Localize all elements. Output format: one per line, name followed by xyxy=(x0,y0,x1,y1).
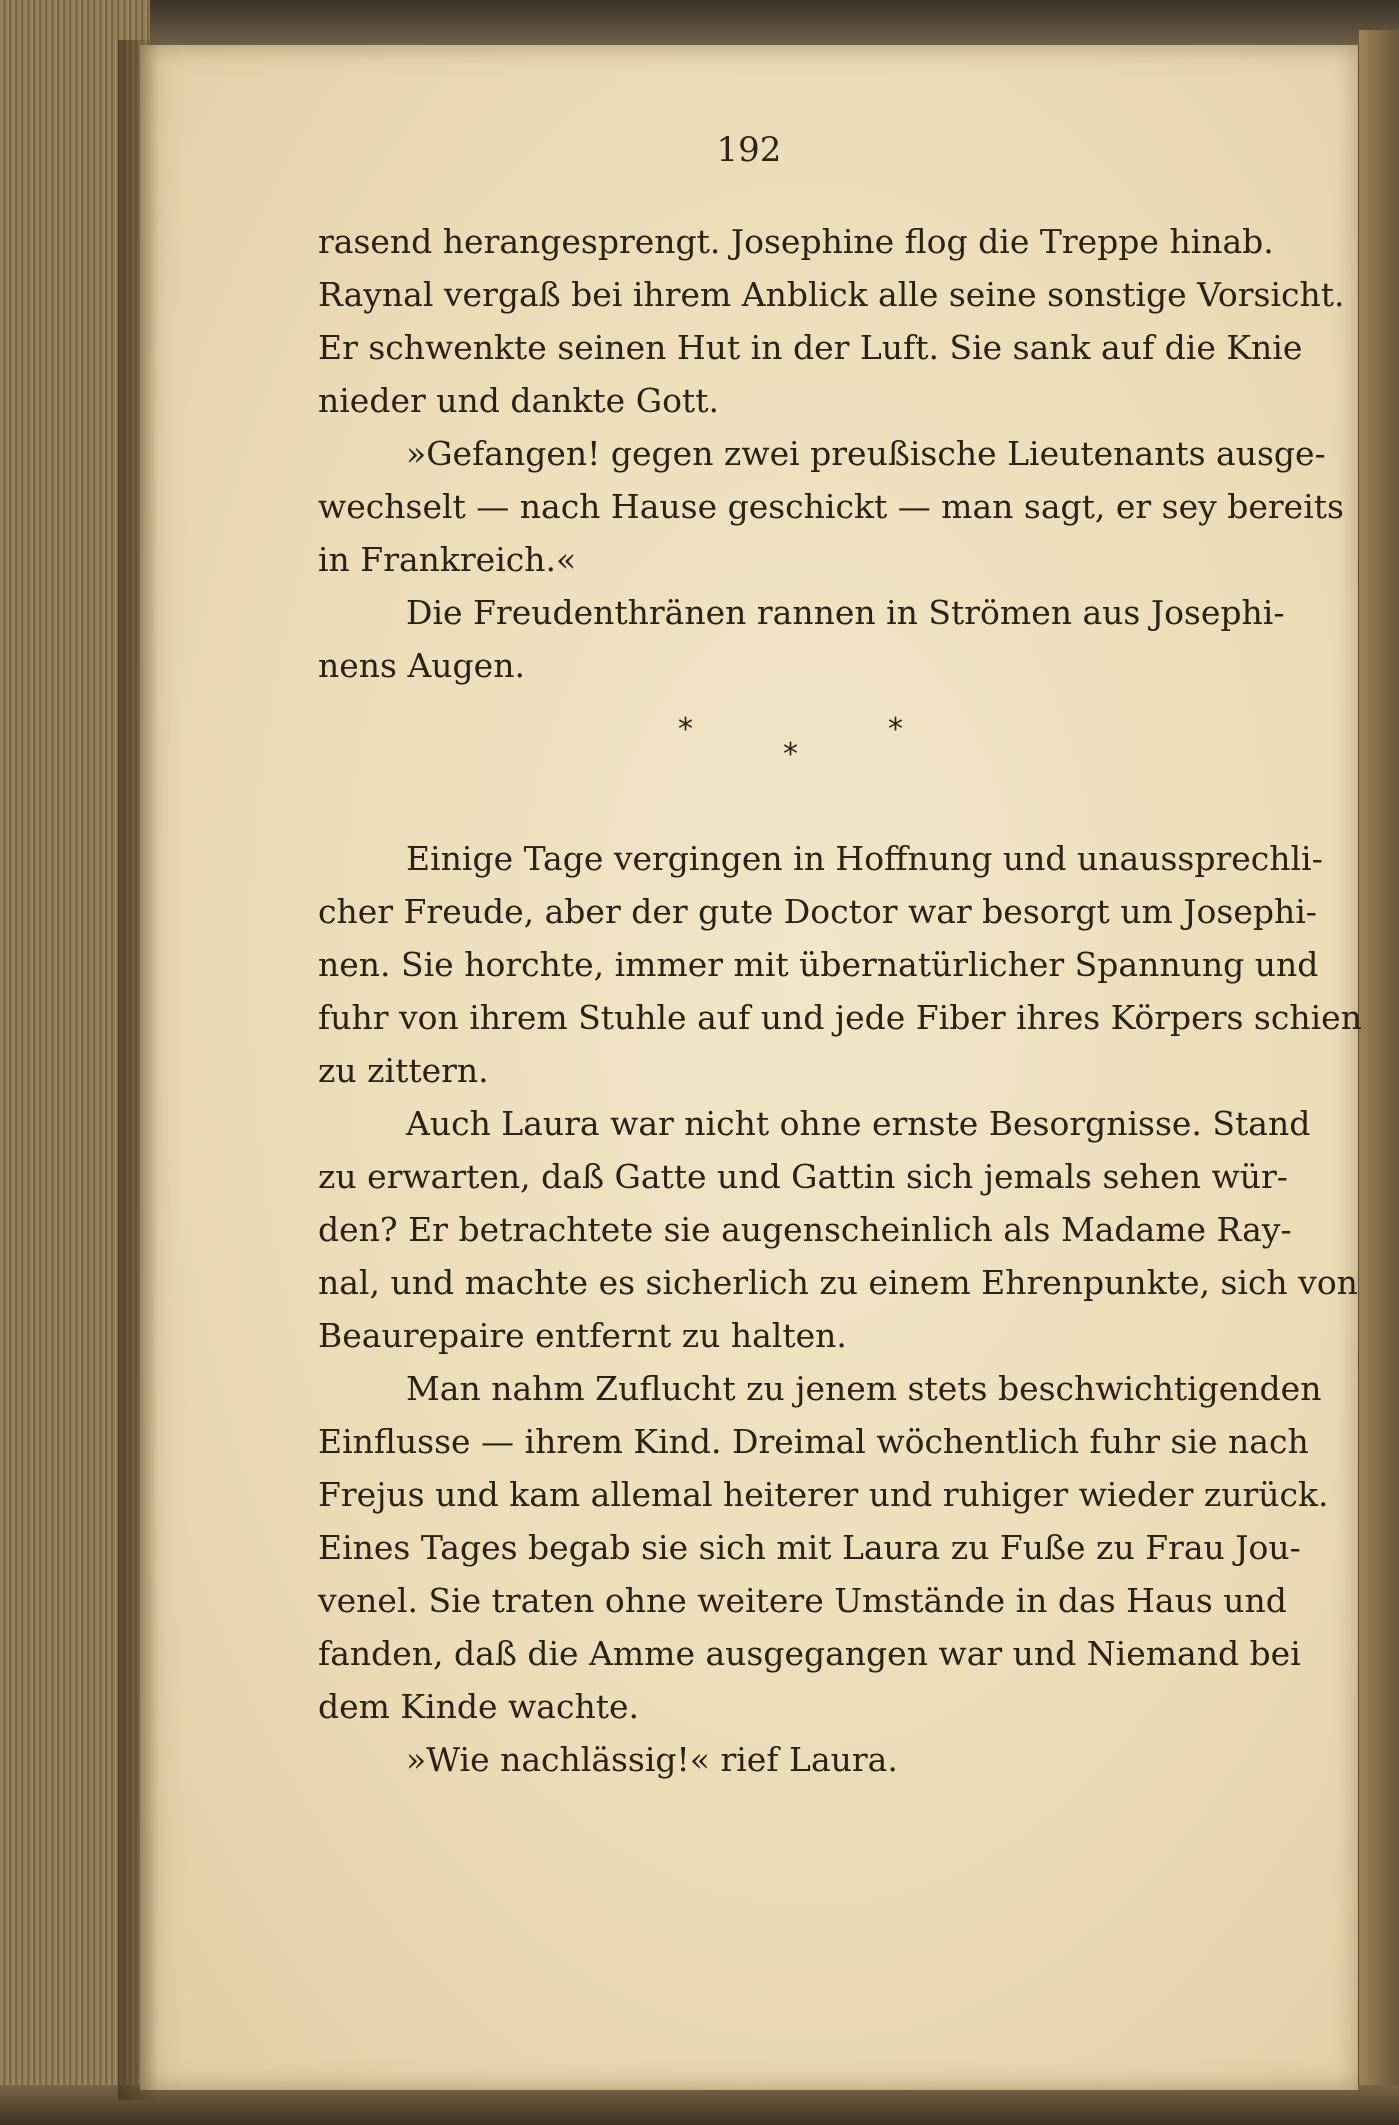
page-text xyxy=(318,215,1399,1786)
text-line: nen. Sie horchte, immer mit übernatürlicher Spannung und xyxy=(318,945,1319,984)
text-line: Man nahm Zuflucht zu jenem stets beschwichtigenden xyxy=(406,1369,1322,1408)
text-line: nal, und machte es sicherlich zu einem Ehrenpunkte, sich von xyxy=(318,1263,1358,1302)
text-line: Einflusse — ihrem Kind. Dreimal wöchentlich fuhr sie nach xyxy=(318,1422,1309,1461)
paragraph xyxy=(318,1097,1399,1362)
text-line: nens Augen. xyxy=(318,646,525,685)
text-line: nieder und dankte Gott. xyxy=(318,381,719,420)
text-line: Auch Laura war nicht ohne ernste Besorgnisse. Stand xyxy=(406,1104,1311,1143)
text-line: Die Freudenthränen rannen in Strömen aus Josephi- xyxy=(406,593,1285,632)
spine-shadow xyxy=(118,40,158,2100)
text-line: Er schwenkte seinen Hut in der Luft. Sie sank auf die Knie xyxy=(318,328,1303,367)
paragraph xyxy=(318,427,1399,586)
text-line: Beaurepaire entfernt zu halten. xyxy=(318,1316,847,1355)
text-line: »Gefangen! gegen zwei preußische Lieutenants ausge- xyxy=(406,434,1326,473)
text-line: zu zittern. xyxy=(318,1051,489,1090)
asterisk: * xyxy=(678,712,693,747)
text-line: venel. Sie traten ohne weitere Umstände in das Haus und xyxy=(318,1581,1287,1620)
text-line: dem Kinde wachte. xyxy=(318,1687,639,1726)
text-line: zu erwarten, daß Gatte und Gattin sich jemals sehen wür- xyxy=(318,1157,1288,1196)
text-line: cher Freude, aber der gute Doctor war besorgt um Josephi- xyxy=(318,892,1317,931)
paragraph xyxy=(318,1733,1399,1786)
text-line: Raynal vergaß bei ihrem Anblick alle seine sonstige Vorsicht. xyxy=(318,275,1345,314)
paragraph xyxy=(318,1362,1399,1733)
book-bottom-edge xyxy=(0,2085,1399,2125)
asterisk: * xyxy=(888,712,903,747)
text-line: Einige Tage vergingen in Hoffnung und unaussprechli- xyxy=(406,839,1323,878)
text-line: »Wie nachlässig!« rief Laura. xyxy=(406,1740,898,1779)
text-line: rasend herangesprengt. Josephine flog die Treppe hinab. xyxy=(318,222,1274,261)
text-line: fuhr von ihrem Stuhle auf und jede Fiber ihres Körpers schien xyxy=(318,998,1362,1037)
paragraph xyxy=(318,832,1399,1097)
paragraph xyxy=(318,215,1399,427)
section-separator xyxy=(318,692,1399,832)
text-line: Frejus und kam allemal heiterer und ruhiger wieder zurück. xyxy=(318,1475,1329,1514)
asterisk: * xyxy=(783,737,798,772)
text-line: in Frankreich.« xyxy=(318,540,577,579)
page-number: 192 xyxy=(716,130,782,170)
paragraph xyxy=(318,586,1399,692)
text-line: wechselt — nach Hause geschickt — man sagt, er sey bereits xyxy=(318,487,1344,526)
text-line: fanden, daß die Amme ausgegangen war und Niemand bei xyxy=(318,1634,1301,1673)
book-top-edge xyxy=(0,0,1399,45)
text-line: Eines Tages begab sie sich mit Laura zu Fuße zu Frau Jou- xyxy=(318,1528,1301,1567)
text-line: den? Er betrachtete sie augenscheinlich als Madame Ray- xyxy=(318,1210,1292,1249)
